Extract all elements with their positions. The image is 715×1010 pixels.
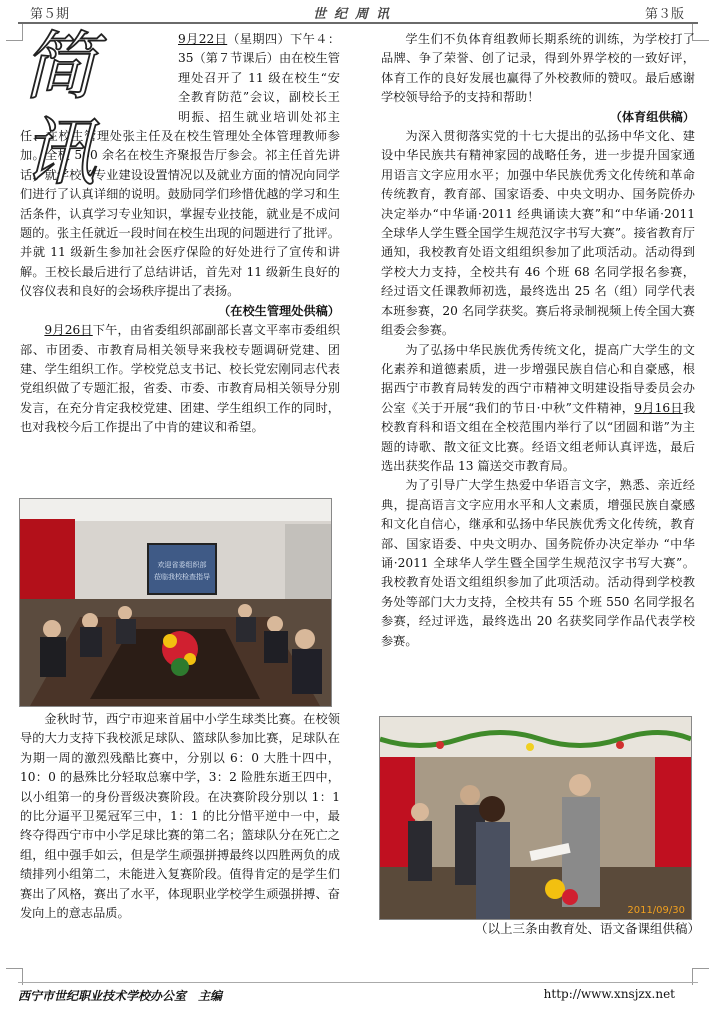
left-column: [20, 24, 341, 438]
footer-url: http://www.xnsjzx.net: [543, 987, 675, 1001]
article-credit: （体育组供稿）: [609, 109, 695, 124]
article-date: 9月16日: [634, 400, 683, 415]
newspaper-name: 世纪周讯: [313, 7, 398, 22]
article-writing-contest: 为了引导广大学生热爱中华语言文字，熟悉、亲近经典，提高语言文字应用水平和人文素质，增强民族自豪感和文化自信心，继承和弘扬中华民族优秀文化传统，教育部、国家语委、中央文明办、国务院侨办决定举办 “中华诵·2011 全球华人学生暨全国学生规范汉字书写大赛”。 我校教育处语文组组织参加了此项活动。活动得到学校教务处等部门大力支持，全校共有 55 个班 550 名同学报名参赛，经过评选，最终选出 20 名获奖同学作品代表学校参赛。: [381, 478, 695, 648]
photo-caption: （以上三条由教育处、语文备课组供稿）: [474, 921, 700, 936]
article-date: 9月22日: [178, 32, 228, 46]
meeting-photo: [19, 498, 332, 707]
footer-divider: [18, 982, 698, 983]
football-article: [20, 710, 340, 923]
footer-publisher: [18, 987, 222, 1004]
page-header: [18, 0, 698, 24]
award-photo-illustration: [380, 717, 691, 919]
section-title-text: 简讯: [22, 24, 98, 196]
section-title: [20, 24, 170, 196]
article-credit: （在校生管理处供稿）: [218, 303, 340, 318]
footer-role: 主编: [198, 989, 223, 1003]
photo-timestamp: 2011/09/30: [627, 905, 685, 916]
right-column: [381, 30, 695, 651]
article-date: 9月26日: [44, 323, 93, 338]
meeting-photo-illustration: [20, 499, 331, 706]
article-party-research: 9月26日下午，由省委组织部副部长喜文平率市委组织部、市团委、市教育局相关领导来我校专题调研党建、团建、学生组织工作。学校党总支书记、校长党宏刚同志代表党组织做了专题汇报，省委、市委、市教育局相关领导分别发言，在充分肯定我校党建、团建、学生组织工作的同时，也对我校今后工作提出了中肯的建议和希望。: [20, 323, 341, 435]
banner-text-1: 欢迎省委组织部: [157, 561, 207, 569]
issue-number: 第５期: [30, 7, 70, 22]
article-safety-meeting: 9月22日（星期四）下午４：35（第７节课后）由在校生管理处召开了 11 级在校生“安全教育防范”会议，副校长王明振、招生就业培训处祁主任、在校生管理处张主任及在校生管理处全体管理教师参加。全校 500 余名在校生齐聚报告厅参会。祁主任首先讲话，就学校各专业建设设置情况以及就业方面的情况向同学们进行了认真详细的说明。鼓励同学们珍惜优越的学习和生活条件，认真学习专业知识，掌握专业技能，就业是不成问题的。张主任就近一段时间在校生出现的问题进行了批评。并就 11 级新生参加社会医疗保险的好处进行了宣传和讲解。王校长最后进行了总结讲话，首先对 11 级新生良好的仪容仪表和良好的会场秩序提出了表扬。: [20, 32, 341, 299]
article-mid-autumn-essay: 为了弘扬中华民族优秀传统文化，提高广大学生的文化素养和道德素质，进一步增强民族自信心和自豪感，根据西宁市教育局转发的西宁市精神文明建设指导委员会办公室《关于开展“我们的节日·中秋”文件精神，9月16日我校教育科和语文组在全校范围内举行了以“团圆和谐”为主题的诗歌、散文征文比赛。经语文组老师认真评选，最后选出获奖作品 13 篇送交市教育局。: [381, 342, 695, 473]
article-ball-games: 金秋时节，西宁市迎来首届中小学生球类比赛。在校领导的大力支持下我校派足球队、篮球队参加比赛，足球队在为期一周的激烈残酷比赛中，分别以 6：0 大胜十四中，10：0 的悬殊比分轻取总寨中学，3：2 险胜东逝王四中，以小组第一的身份晋级决赛阶段。在决赛阶段分别以 1：1 的比分逼平卫冕冠军三中，1：1 的比分惜平逆中一中，最终夺得西宁市中小学足球比赛的第二名；篮球队分在死亡之组，组中强手如云，但是学生顽强拼搏最终以四胜两负的成绩排列小组第二，未能进入复赛阶段。值得肯定的是学生们赛出了风格，赛出了水平，体现职业学校学生顽强拼搏、奋发向上的意志品质。: [20, 712, 340, 921]
article-recitation-contest: 为深入贯彻落实党的十七大提出的弘扬中华文化、建设中华民族共有精神家园的战略任务，进一步提升国家通用语言文字应用水平；加强中华民族优秀文化传统和革命传统教育，教育部、国家语委、中央文明办、国务院侨办决定举办“中华诵·2011 经典诵读大赛”和“中华诵·2011 全球华人学生暨全国学生规范汉字书写大赛”。接省教育厅通知，我校教育处语文组组织参加了此项活动。活动得到学校大力支持，全校共有 46 个班 68 名同学报名参赛，经过语文任课教师初选，最终选出 25 名（组）同学代表本班参赛，20 名同学获奖。赛后将录制视频上传全国大赛组委会参赛。: [381, 129, 695, 338]
footer-school: 西宁市世纪职业技术学校办公室: [18, 989, 187, 1003]
banner-text-2: 莅临我校检查指导: [154, 573, 210, 581]
page-number: 第３版: [644, 7, 684, 22]
award-photo: [379, 716, 692, 920]
article-sports-thanks: 学生们不负体育组教师长期系统的训练，为学校打了品牌、争了荣誉、创了记录，得到外界学校的一致好评，体育工作的良好发展也赢得了外校教师的赞叹。最后感谢学校领导给予的支持和帮助！: [381, 32, 695, 105]
